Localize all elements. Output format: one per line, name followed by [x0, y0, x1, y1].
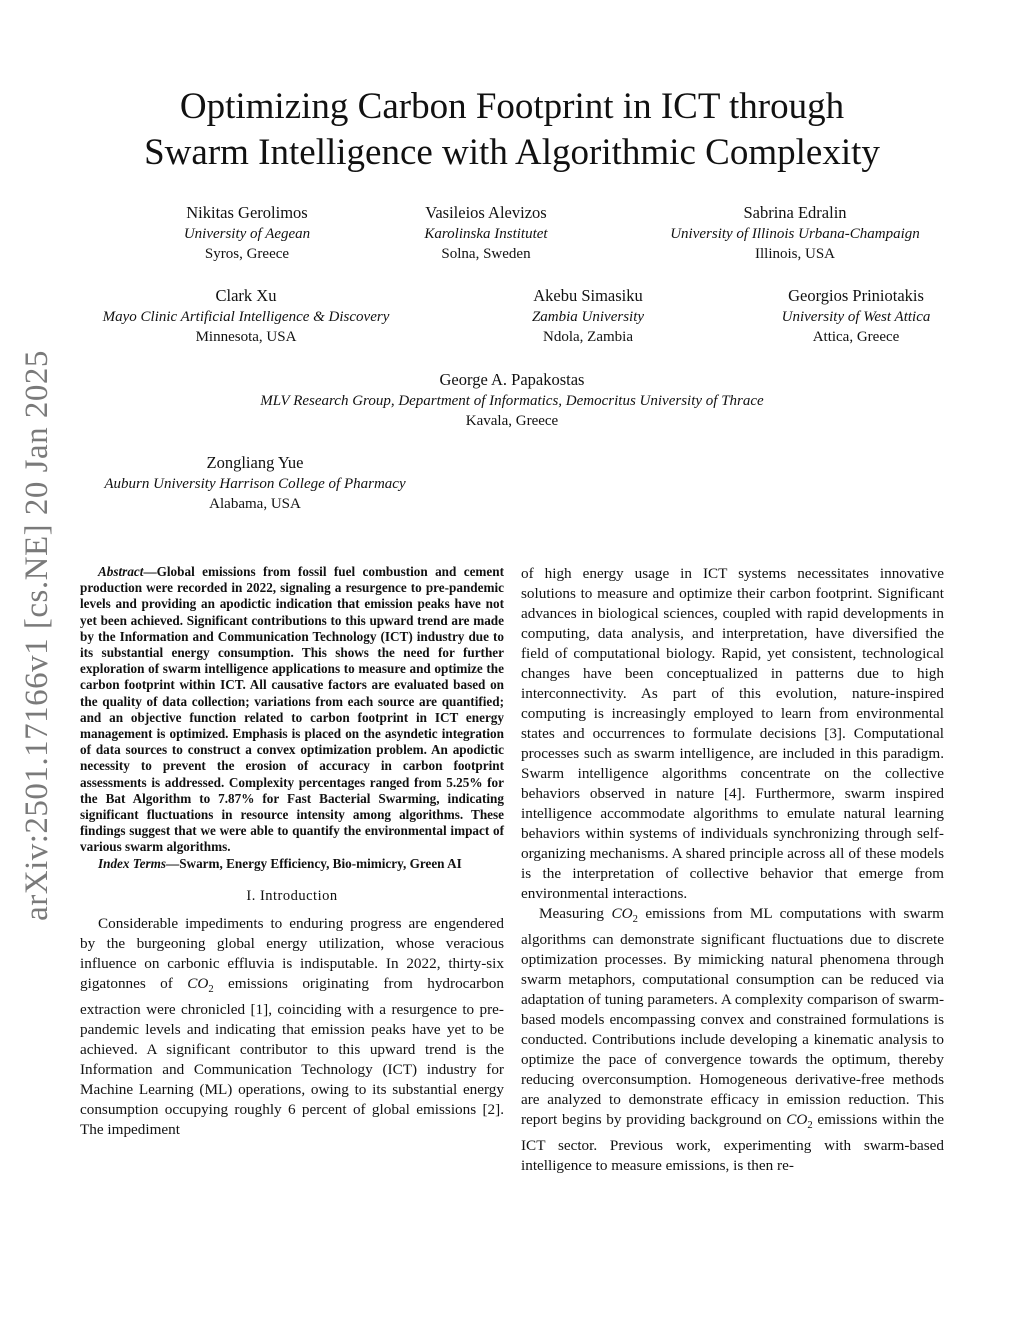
author-affiliation: Auburn University Harrison College of Pharmacy [104, 475, 406, 492]
right-column [521, 564, 944, 1176]
author-location: Alabama, USA [209, 496, 301, 512]
author-affiliation: Mayo Clinic Artificial Intelligence & Discovery [102, 308, 390, 325]
co2-subscript: 2 [632, 914, 638, 926]
arxiv-stamp [0, 330, 74, 940]
intro-paragraph [80, 914, 504, 1140]
author-name: Clark Xu [215, 286, 277, 305]
author-location: Ndola, Zambia [543, 329, 633, 345]
abstract-label: Abstract [98, 564, 144, 579]
arxiv-identifier: arXiv:2501.17166v1 [cs.NE] 20 Jan 2025 [18, 349, 55, 921]
measuring-text-b: emissions from ML computations with swarm algorithms can demonstrate significant fluctuations due to discrete optimization processes. By mimicking natural phenomena through swarm metaphors, computational consumption can be reduced via adaptation of tuning parameters. A complexity comparison of swarm-based models encompassing convex and constrained formulations is conducted. Contributions include developing a kinematic analysis to optimize the pace of convergence towards the optimum, thereby reducing overconsumption. Homogeneous derivative-free methods are analyzed to demonstrate efficacy in emission reduction. This report begins by providing background on [521, 905, 944, 1129]
title-line-2: Swarm Intelligence with Algorithmic Complexity [144, 132, 880, 173]
author-name: Nikitas Gerolimos [186, 203, 308, 222]
author-block [375, 203, 597, 265]
author-name: George A. Papakostas [439, 370, 585, 389]
co2-formula [611, 905, 638, 926]
abstract-text: —Global emissions from fossil fuel combustion and cement production were recorded in 2022, signaling a resurgence to pre-pandemic levels and providing an apodictic indication that emission peaks have not yet been achieved. Significant contributions to this upward trend are made by the Information and Communication Technology (ICT) industry due to its substantial energy consumption. This shows the need for further exploration of swarm intelligence applications to measure and optimize the carbon footprint within ICT. All causative factors are evaluated based on the quality of data collection; variations from each source are quantified; and an objective function related to carbon footprint in ICT energy management is optimized. Emphasis is placed on the asyndetic integration of data sources to construct a convex optimization problem. An apodictic necessity to prevent the erosion of accuracy in carbon footprint assessments is addressed. Complexity percentages ranged from 5.25% for the Bat Algorithm to 7.87% for Fast Bacterial Swarming, indicating significant fluctuations in resource intensity among algorithms. These findings suggest that we were able to quantify the environmental impact of various swarm algorithms. [80, 564, 504, 855]
index-terms-text: —Swarm, Energy Efficiency, Bio-mimicry, Green AI [166, 855, 462, 871]
title-line-1: Optimizing Carbon Footprint in ICT through [179, 86, 845, 127]
co2-base: CO [187, 974, 209, 992]
section-heading: I. Introduction [246, 887, 338, 904]
author-location: Illinois, USA [754, 246, 835, 262]
co2-subscript: 2 [208, 983, 214, 995]
author-affiliation: University of Aegean [183, 225, 311, 242]
measuring-text-c: emissions within the ICT sector. Previous work, experimenting with swarm-based intelligence to measure emissions, is then re- [521, 1111, 945, 1175]
author-block [72, 453, 438, 515]
author-location: Minnesota, USA [195, 329, 297, 345]
co2-formula [187, 974, 214, 995]
author-name: Akebu Simasiku [533, 286, 643, 305]
intro-text-b: emissions originating from hydrocarbon extraction were chronicled [1], coinciding with a resurgence to pre-pandemic levels and indicating that emission peaks have yet to be achieved. A significant contributor to this upward trend is the Information and Communication Technology (ICT) industry for Machine Learning (ML) operations, owing to its substantial energy consumption occupying roughly 6 percent of global emissions [2]. The impediment [80, 974, 504, 1138]
co2-subscript: 2 [807, 1120, 813, 1132]
author-block [212, 370, 812, 432]
author-affiliation: University of Illinois Urbana-Champaign [670, 225, 920, 242]
paper-title [70, 84, 954, 176]
author-block [643, 203, 947, 265]
author-name: Zongliang Yue [206, 453, 304, 472]
author-name: Sabrina Edralin [743, 203, 847, 222]
index-terms [80, 856, 504, 872]
author-name: Vasileios Alevizos [425, 203, 547, 222]
co2-base: CO [611, 905, 633, 922]
author-location: Attica, Greece [812, 329, 900, 345]
abstract [80, 564, 504, 856]
author-block [740, 286, 972, 348]
measuring-paragraph [521, 904, 944, 1176]
author-block [478, 286, 698, 348]
author-affiliation: MLV Research Group, Department of Informatics, Democritus University of Thrace [260, 392, 764, 409]
author-location: Solna, Sweden [441, 246, 531, 262]
author-name: Georgios Priniotakis [788, 286, 924, 305]
intro-text-a: Considerable impediments to enduring progress are engendered by the burgeoning global energy utilization, whose veracious influence on carbonic effluvia is indisputable. In 2022, thirty-six gigatonnes of [80, 914, 504, 992]
author-location: Syros, Greece [204, 246, 290, 262]
author-affiliation: Karolinska Institutet [424, 225, 548, 242]
author-affiliation: Zambia University [531, 308, 645, 325]
left-column [80, 564, 504, 1140]
co2-formula [786, 1111, 813, 1132]
author-affiliation: University of West Attica [781, 308, 931, 325]
index-terms-label: Index Terms [98, 855, 167, 871]
author-block [132, 203, 362, 265]
co2-base: CO [786, 1111, 808, 1129]
author-block [72, 286, 420, 348]
intro-continued-paragraph: of high energy usage in ICT systems necessitates innovative solutions to measure and optimize their carbon footprint. Significant advances in biological sciences, coupled with rapid developments in computing, data analysis, and interpretation, have diversified the field of computational biology. Rapid, yet consistent, technological changes have been conceptualized in patterns due to high interconnectivity. As part of this evolution, nature-inspired computing is increasingly employed to learn from environmental states and occurrences to formulate decisions [3]. Computational processes such as swarm intelligence, are included in this paradigm. Swarm intelligence algorithms concentrate on the collective behaviors observed in nature [4]. Furthermore, swarm inspired intelligence accommodate algorithms to emulate natural learning behaviors within systems of individuals synchronizing through self-organizing mechanisms. A shared principle across all of these models is the interpretation of collective behavior that emerge from environmental interactions. [521, 565, 944, 902]
author-location: Kavala, Greece [465, 413, 559, 429]
measuring-text-a: Measuring [539, 905, 612, 922]
